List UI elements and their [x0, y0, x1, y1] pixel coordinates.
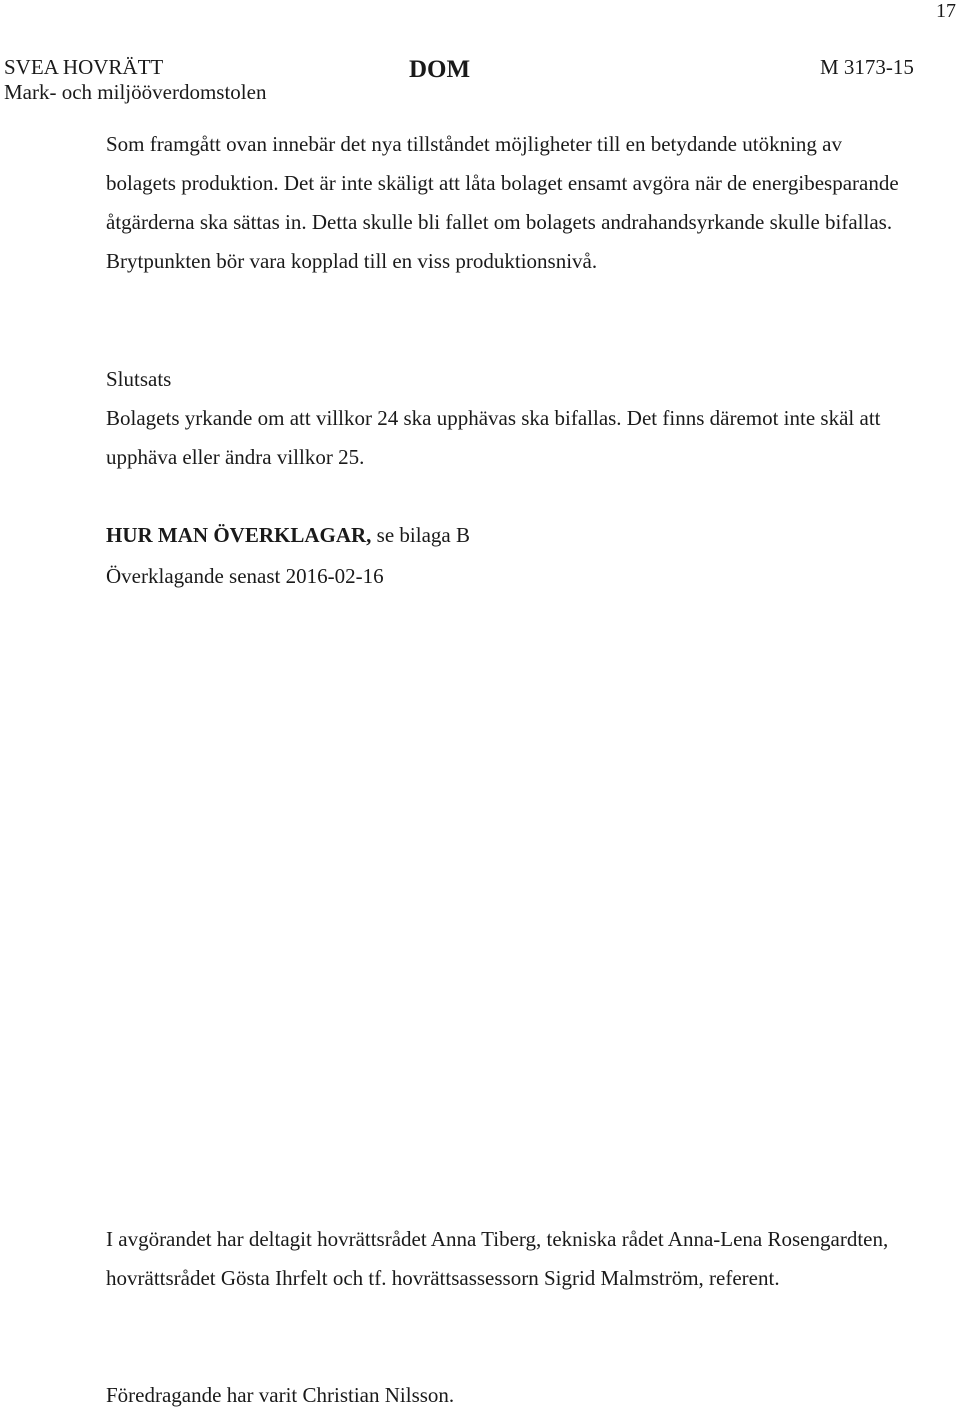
case-number: M 3173-15: [820, 55, 914, 79]
conclusion-paragraph: Bolagets yrkande om att villkor 24 ska upphävas ska bifallas. Det finns däremot inte skäl att upphäva eller ändra villkor 25.: [106, 406, 881, 469]
rapporteur-line: Föredragande har varit Christian Nilsson.: [106, 1383, 455, 1407]
appeal-title: HUR MAN ÖVERKLAGAR,: [106, 523, 372, 547]
appeal-deadline: Överklagande senast 2016-02-16: [106, 564, 384, 588]
body-paragraph: Som framgått ovan innebär det nya tillståndet möjligheter till en betydande utökning av bolagets produktion. Det är inte skäligt att låta bolaget ensamt avgöra när de energibesparande åtgärderna ska sättas in. Detta skulle bli fallet om bolagets andrahandsyrkande skulle bifallas. Brytpunkten bör vara kopplad till en viss produktionsnivå.: [106, 132, 899, 273]
appeal-instructions: [106, 516, 906, 555]
conclusion-heading: Slutsats: [106, 367, 172, 391]
court-name: SVEA HOVRÄTT: [4, 55, 164, 79]
court-department: Mark- och miljööverdomstolen: [4, 80, 267, 104]
appeal-reference: se bilaga B: [371, 523, 470, 547]
participants-paragraph: I avgörandet har deltagit hovrättsrådet Anna Tiberg, tekniska rådet Anna-Lena Rosengardten, hovrättsrådet Gösta Ihrfelt och tf. hovrättsassessorn Sigrid Malmström, referent.: [106, 1227, 889, 1290]
page-number: 17: [936, 0, 956, 22]
document-type: DOM: [409, 56, 471, 83]
